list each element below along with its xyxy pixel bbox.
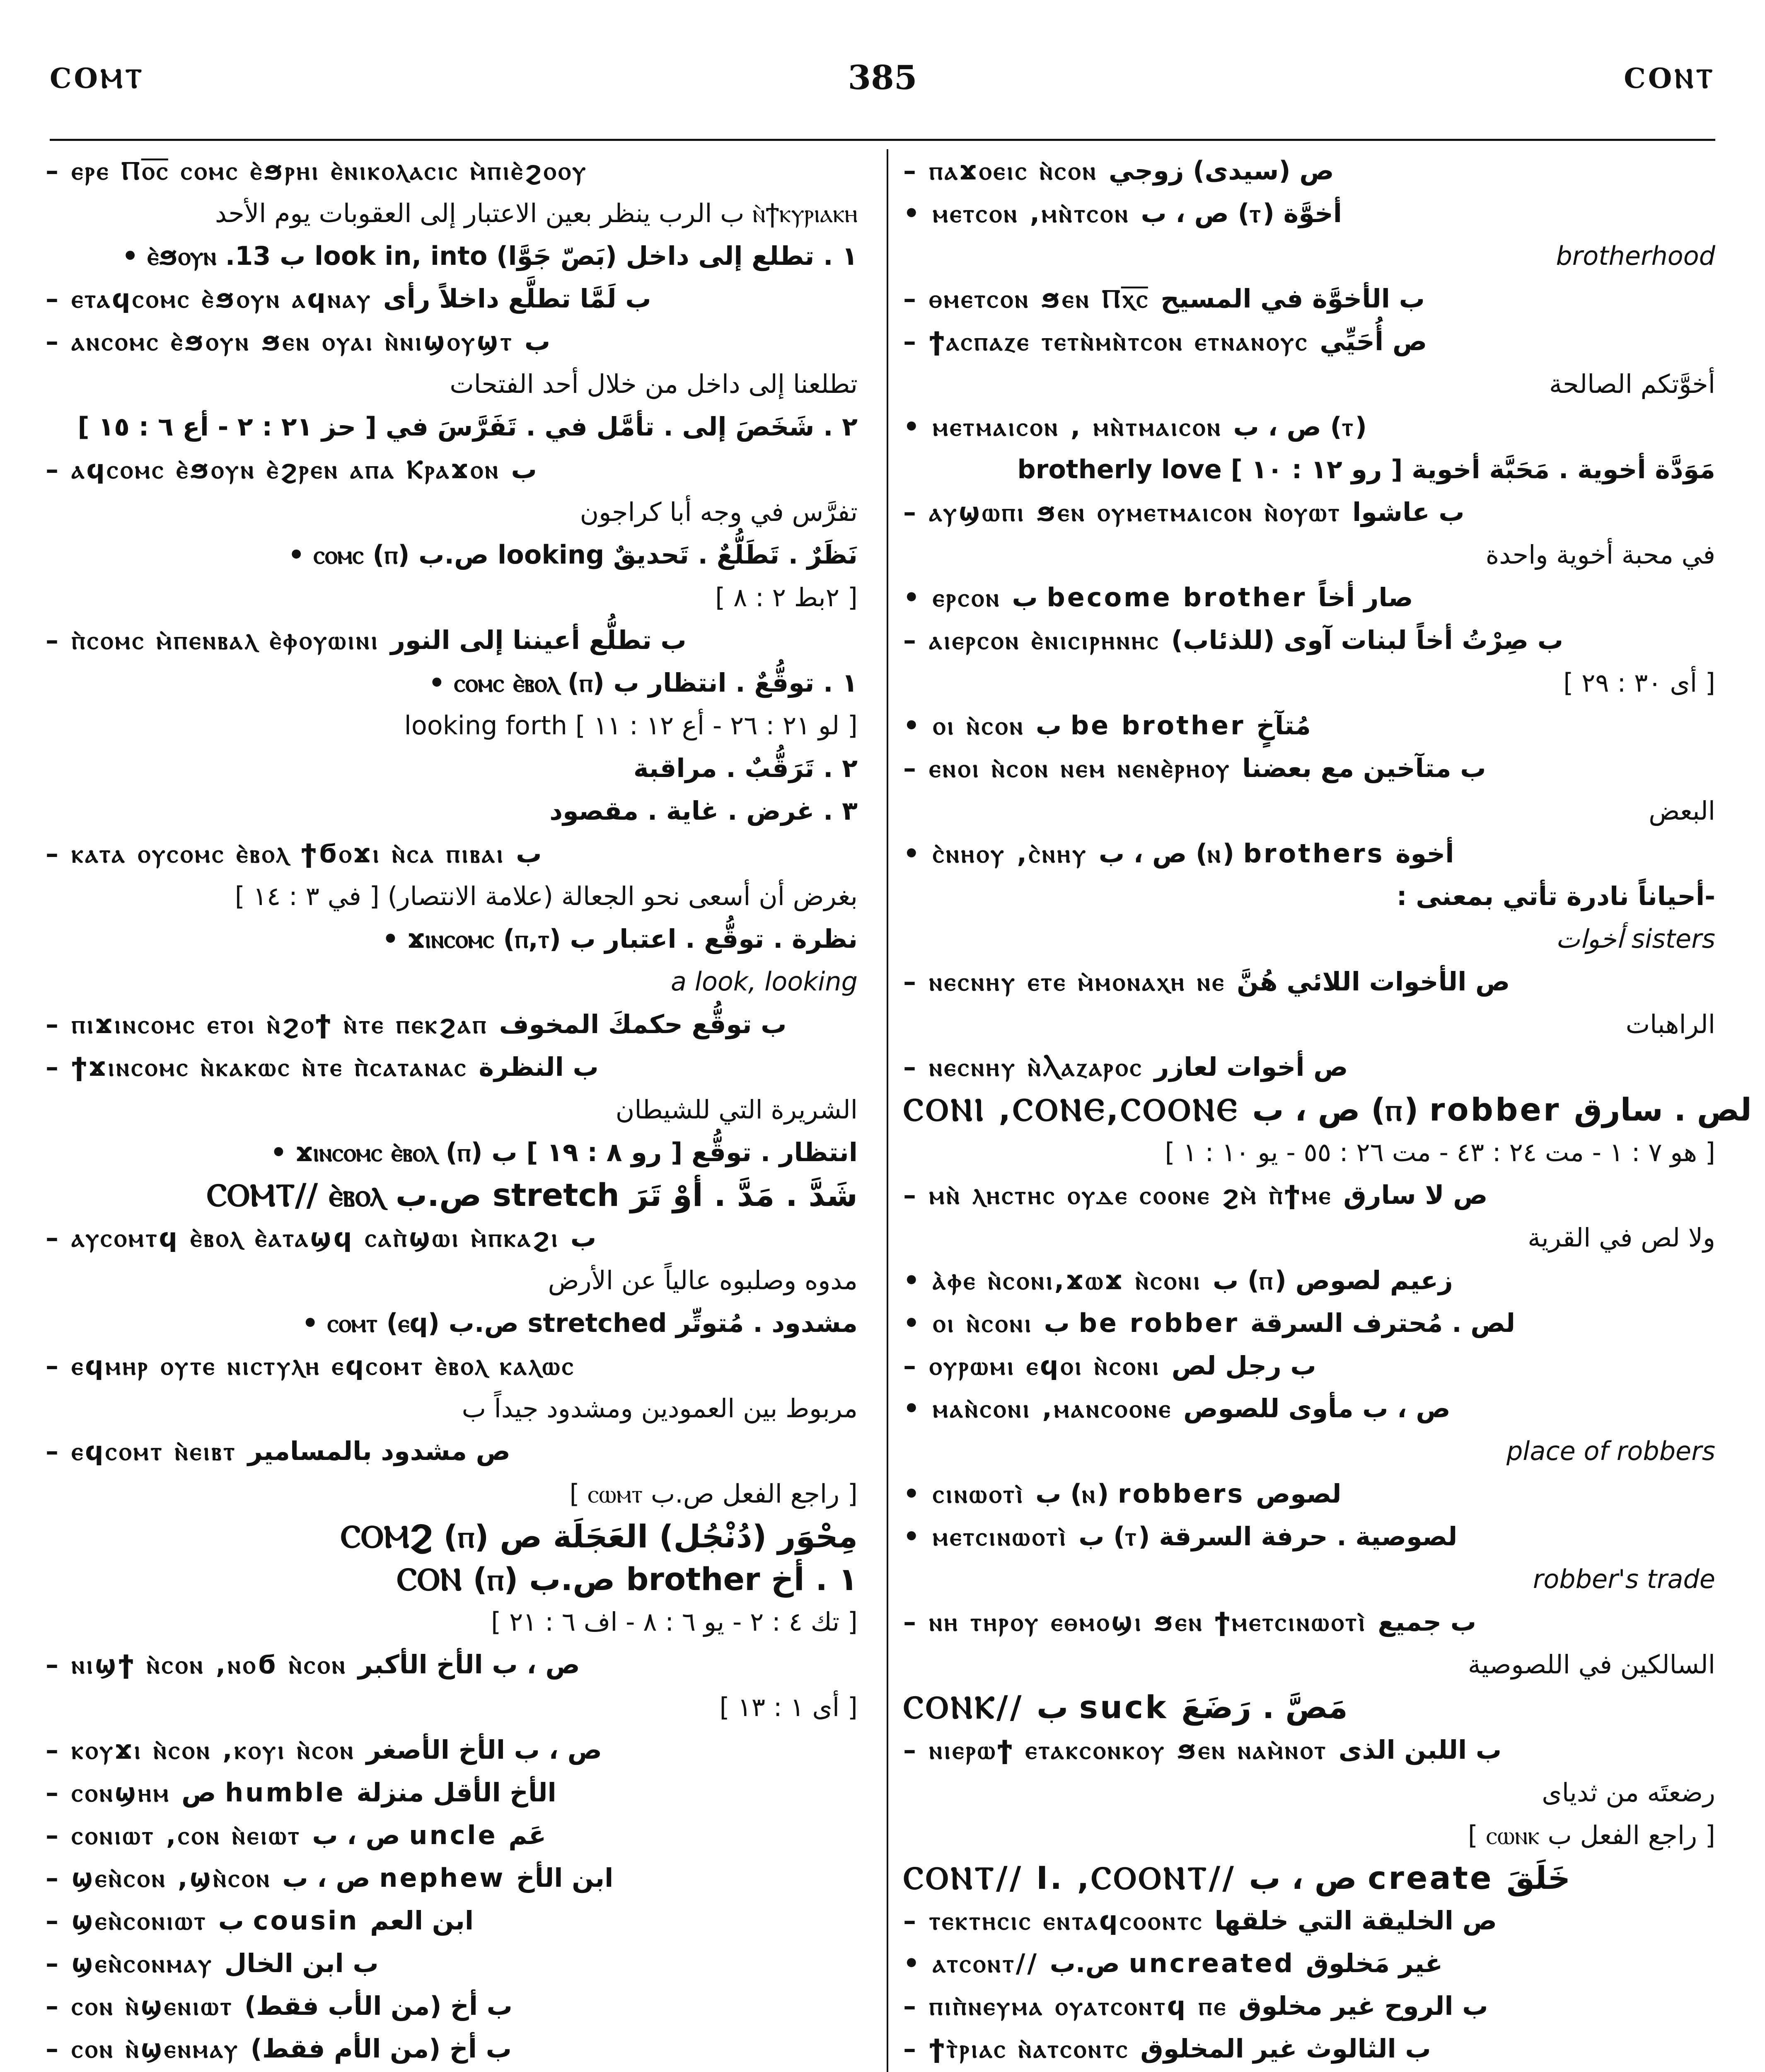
entry-line: انتظار . توقُّع [ رو ٨ : ١٩ ] ب (ⲡ) ϫⲓⲛⲥⲟⲙⲥ ⲉ̀ⲃⲟⲗ • xyxy=(270,1137,858,1167)
entry-line: a look, looking xyxy=(671,966,858,997)
entry-line: تطلعنا إلى داخل من خلال أحد الفتحات xyxy=(450,369,858,399)
entry-line: [ أى ٣٠ : ٢٩ ] xyxy=(1563,668,1715,698)
entry-line: – ⲉⲛⲟⲓ ⲛ̀ⲥⲟⲛ ⲛⲉⲙ ⲛⲉⲛⲉ̀ⲣⲏⲟⲩ ب متآخين مع بعضنا xyxy=(903,753,1486,783)
entry-line: – ⲡ̀ⲥⲟⲙⲥ ⲙ̀ⲡⲉⲛⲃⲁⲗ ⲉ̀ⲫⲟⲩⲱⲓⲛⲓ ب تطلُّع أعيننا إلى النور xyxy=(46,625,687,655)
entry-line: [ راجع الفعل ص.ب ⲥⲱⲙⲧ ] xyxy=(569,1479,858,1509)
entry-line: – ⲟⲩⲣⲱⲙⲓ ⲉϥⲟⲓ ⲛ̀ⲥⲟⲛⲓ ب رجل لص xyxy=(903,1351,1316,1381)
entry-line: [ لو ٢١ : ٢٦ - أع ١٢ : ١١ ] looking forth xyxy=(404,710,858,741)
entry-line: ٢ . شَخَصَ إلى . تأمَّل في . تَفَرَّسَ في [ حز ٢١ : ٢ - أع ٦ : ١٥ ] xyxy=(77,411,858,442)
left-column xyxy=(46,149,858,2072)
entry-line: brotherhood xyxy=(1556,241,1715,271)
entry-line: نظرة . توقُّع . اعتبار ب (ⲡ,ⲧ) ϫⲓⲛⲥⲟⲙⲥ • xyxy=(382,924,858,954)
entry-line: – ⲡⲓⲡ̀ⲛⲉⲩⲙⲁ ⲟⲩⲁⲧⲥⲟⲛⲧϥ ⲡⲉ ب الروح غير مخلوق xyxy=(903,1991,1488,2021)
entry-line: – ⲥⲟⲛ ⲛ̀ϣⲉⲛⲓⲱⲧ ب أخ (من الأب فقط) xyxy=(46,1991,513,2021)
entry-line: – ⲥⲟⲛⲓⲱⲧ ,ⲥⲟⲛ ⲛ̀ⲉⲓⲱⲧ ص ، ب uncle عَم xyxy=(46,1820,546,1850)
entry-line: مَوَدَّة أخوية . مَحَبَّة أخوية [ رو ١٢ : ١٠ ] brotherly love xyxy=(1017,454,1715,484)
entry-line: • ⲉⲣⲥⲟⲛ ب become brother صار أخاً xyxy=(903,582,1413,612)
entry-line: place of robbers xyxy=(1506,1436,1715,1466)
entry-line: [ راجع الفعل ب ⲥⲱⲛⲕ ] xyxy=(1468,1820,1715,1850)
page-number: 385 xyxy=(848,58,917,97)
entry-line: السالكين في اللصوصية xyxy=(1468,1649,1715,1680)
entry-line: في محبة أخوية واحدة xyxy=(1485,540,1715,570)
header-rule xyxy=(50,139,1715,141)
entry-line: – ⲁⲩϣⲱⲡⲓ ϧⲉⲛ ⲟⲩⲙⲉⲧⲙⲁⲓⲥⲟⲛ ⲛ̀ⲟⲩⲱⲧ ب عاشوا xyxy=(903,497,1465,527)
entry-line: ⲛ̀ϯⲕⲩⲣⲓⲁⲕⲏ ب الرب ينظر بعين الاعتبار إلى العقوبات يوم الأحد xyxy=(215,198,858,228)
entry-line: ٣ . غرض . غاية . مقصود xyxy=(549,796,858,826)
entry-line: – ⲁⲩⲥⲟⲙⲧϥ ⲉ̀ⲃⲟⲗ ⲉ̀ⲁⲧⲁϣϥ ⲥⲁⲡ̀ϣⲱⲓ ⲙ̀ⲡⲕⲁϩⲓ ب xyxy=(46,1222,597,1253)
entry-line xyxy=(903,2070,1715,2072)
entry-line: [ ٢بط ٢ : ٨ ] xyxy=(715,582,858,612)
entry-line xyxy=(46,2070,858,2072)
entry-line: ١ . أخ brother ص.ب (ⲡ) ⲤⲞⲚ xyxy=(397,1561,858,1598)
entry-line: – ϯϫⲓⲛⲥⲟⲙⲥ ⲛ̀ⲕⲁⲕⲱⲥ ⲛ̀ⲧⲉ ⲡ̀ⲥⲁⲧⲁⲛⲁⲥ ب النظرة xyxy=(46,1052,599,1082)
entry-line: • ⲟⲓ ⲛ̀ⲥⲟⲛ ب be brother مُتآخٍ xyxy=(903,710,1311,741)
entry-line: بغرض أن أسعى نحو الجعالة (علامة الانتصار) [ في ٣ : ١٤ ] xyxy=(235,881,858,911)
entry-line: رضعتَه من ثدياى xyxy=(1542,1777,1715,1808)
entry-line: [ تك ٤ : ٢ - يو ٦ : ٨ - اف ٦ : ٢١ ] xyxy=(491,1607,858,1637)
entry-line: • ⲥ̀ⲛⲏⲟⲩ ,ⲥ̀ⲛⲏⲩ ص ، ب (ⲛ) brothers أخوة xyxy=(903,838,1454,869)
entry-line: مربوط بين العمودين ومشدود جيداً ب xyxy=(462,1393,858,1423)
entry-line: – ⲥⲟⲛϣⲏⲙ ص humble الأخ الأقل منزلة xyxy=(46,1777,556,1808)
entry-line: ١ . توقُّعٌ . انتظار ب (ⲡ) ⲥⲟⲙⲥ ⲉ̀ⲃⲟⲗ • xyxy=(428,668,858,698)
entry-line: – ⲛⲓⲉⲣⲱϯ ⲉⲧⲁⲕⲥⲟⲛⲕⲟⲩ ϧⲉⲛ ⲛⲁⲙ̀ⲛⲟⲧ ب اللبن الذى xyxy=(903,1735,1502,1765)
entry-line: – ⲑⲙⲉⲧⲥⲟⲛ ϧⲉⲛ Ⲡⲭ̅ⲥ̅ ب الأخوَّة في المسيح xyxy=(903,283,1425,314)
entry-line: – ⲁⲛⲥⲟⲙⲥ ⲉ̀ϧⲟⲩⲛ ϧⲉⲛ ⲟⲩⲁⲓ ⲛ̀ⲛⲓϣⲟⲩϣⲧ ب xyxy=(46,326,551,356)
entry-line: تفرَّس في وجه أبا كراجون xyxy=(580,497,858,527)
entry-line: – ⲛⲉⲥⲛⲏⲩ ⲛ̀Ⲗⲁⲍⲁⲣⲟⲥ ص أخوات لعازر xyxy=(903,1052,1348,1082)
entry-line: – ϯⲧ̀ⲣⲓⲁⲥ ⲛ̀ⲁⲧⲥⲟⲛⲧⲥ ب الثالوث غير المخلوق xyxy=(903,2033,1431,2064)
entry-line: الشريرة التي للشيطان xyxy=(615,1094,858,1125)
entry-line: • ⲥⲓⲛⲱⲟⲧⲓ̀ ب (ⲛ) robbers لصوص xyxy=(903,1479,1342,1509)
entry-line: • ⲟⲓ ⲛ̀ⲥⲟⲛⲓ ب be robber لص . مُحترف السرقة xyxy=(903,1308,1516,1338)
entry-line: – ⲉϥⲙⲏⲣ ⲟⲩⲧⲉ ⲛⲓⲥⲧⲩⲗⲏ ⲉϥⲥⲟⲙⲧ ⲉ̀ⲃⲟⲗ ⲕⲁⲗⲱⲥ xyxy=(46,1351,575,1381)
entry-line: • ⲁ̀ⲫⲉ ⲛ̀ⲥⲟⲛⲓ,ϫⲱϫ ⲛ̀ⲥⲟⲛⲓ ب (ⲡ) زعيم لصوص xyxy=(903,1265,1453,1295)
entry-line: • ⲁⲧⲥⲟⲛⲧ// ص.ب uncreated غير مَخلوق xyxy=(903,1948,1443,1978)
right-column xyxy=(903,149,1752,2072)
entry-line: sisters أخوات xyxy=(1556,924,1715,954)
entry-line: • ⲙⲁⲛ̀ⲥⲟⲛⲓ ,ⲙⲁⲛⲥⲟⲟⲛⲉ ص ، ب مأوى للصوص xyxy=(903,1393,1451,1423)
entry-line: – ⲙⲛ̀ ⲗⲏⲥⲧⲏⲥ ⲟⲩⲇⲉ ⲥⲟⲟⲛⲉ ϩⲙ̀ ⲡ̀ϯⲙⲉ ص لا سارق xyxy=(903,1180,1488,1210)
entry-line: ⲤⲞⲚⲒ ,ⲤⲞⲚⲈ,ⲤⲞⲞⲚⲈ ص ، ب (ⲡ) robber لص . سارق xyxy=(903,1091,1752,1128)
entry-line: أخوَّتكم الصالحة xyxy=(1549,369,1715,399)
entry-line: الراهبات xyxy=(1625,1009,1715,1039)
entry-line: نَظَرٌ . تَطَلُّعٌ . تَحديقٌ looking ص.ب (ⲡ) ⲥⲟⲙⲥ • xyxy=(288,540,858,570)
entry-line: – ⲧⲉⲕⲧⲏⲥⲓⲥ ⲉⲛⲧⲁϥⲥⲟⲟⲛⲧⲥ ص الخليقة التي خلقها xyxy=(903,1905,1497,1936)
entry-line: مِحْوَر (دُنْجُل) العَجَلَة ص (ⲡ) ⲤⲞⲘϨ xyxy=(340,1518,858,1555)
entry-line: – ⲁⲓⲉⲣⲥⲟⲛ ⲉ̀ⲛⲓⲥⲓⲣⲏⲛⲏⲥ ب صِرْتُ أخاً لبنات آوى (للذئاب) xyxy=(903,625,1563,655)
entry-line: – ⲉⲧⲁϥⲥⲟⲙⲥ ⲉ̀ϧⲟⲩⲛ ⲁϥⲛⲁⲩ ب لَمَّا تطلَّع داخلاً رأى xyxy=(46,283,651,314)
entry-line: ١ . تطلع إلى داخل (بَصّ جَوَّا) look in, into ب 13. ⲉ̀ϧⲟⲩⲛ • xyxy=(122,241,858,271)
entry-line: – ⲉϥⲥⲟⲙⲧ ⲛ̀ⲉⲓⲃⲧ ص مشدود بالمسامير xyxy=(46,1436,510,1466)
running-head-right: COⲚⲦ xyxy=(1624,62,1715,94)
entry-line: – ⲁϥⲥⲟⲙⲥ ⲉ̀ϧⲟⲩⲛ ⲉ̀ϩⲣⲉⲛ ⲁⲡⲁ Ⲕⲣⲁϫⲟⲛ ب xyxy=(46,454,537,484)
running-head-left: COⲘⲦ xyxy=(50,62,145,94)
entry-line: – ⲛⲏ ⲧⲏⲣⲟⲩ ⲉⲑⲙⲟϣⲓ ϧⲉⲛ ϯⲙⲉⲧⲥⲓⲛⲱⲟⲧⲓ̀ ب جميع xyxy=(903,1607,1477,1637)
entry-line: – ⲛⲓϣϯ ⲛ̀ⲥⲟⲛ ,ⲛⲟϭ ⲛ̀ⲥⲟⲛ ص ، ب الأخ الأكبر xyxy=(46,1649,580,1680)
entry-line: robber's trade xyxy=(1533,1564,1715,1594)
entry-line: – ϯⲁⲥⲡⲁⲍⲉ ⲧⲉⲧⲛ̀ⲙⲛ̀ⲧⲥⲟⲛ ⲉⲧⲛⲁⲛⲟⲩⲥ ص أُحَيِّي xyxy=(903,326,1427,356)
entry-line: • ⲙⲉⲧⲙⲁⲓⲥⲟⲛ , ⲙⲛ̀ⲧⲙⲁⲓⲥⲟⲛ ص ، ب (ⲧ) xyxy=(903,411,1367,442)
entry-line: مشدود . مُتوتِّر stretched ص.ب (ⲉϥ) ⲥⲟⲙⲧ • xyxy=(302,1308,858,1338)
entry-line: – ϣⲉⲛ̀ⲥⲟⲛⲙⲁⲩ ب ابن الخال xyxy=(46,1948,379,1978)
entry-line: – ⲛⲉⲥⲛⲏⲩ ⲉⲧⲉ ⲙ̀ⲙⲟⲛⲁⲭⲏ ⲛⲉ ص الأخوات اللائي هُنَّ xyxy=(903,966,1510,997)
entry-line: • ⲙⲉⲧⲥⲓⲛⲱⲟⲧⲓ̀ ب (ⲧ) لصوصية . حرفة السرقة xyxy=(903,1521,1458,1552)
entry-line: – ϣⲉⲛ̀ⲥⲟⲛ ,ϣⲛ̀ⲥⲟⲛ ص ، ب nephew ابن الأخ xyxy=(46,1863,614,1893)
entry-line: – ⲡⲁϫⲟⲉⲓⲥ ⲛ̀ⲥⲟⲛ ص (سيدى) زوجي xyxy=(903,155,1334,186)
entry-line: • ⲙⲉⲧⲥⲟⲛ ,ⲙⲛ̀ⲧⲥⲟⲛ ص ، ب (ⲧ) أخوَّة xyxy=(903,198,1342,228)
entry-line: [ هو ٧ : ١ - مت ٢٤ : ٤٣ - مت ٢٦ : ٥٥ - يو ١٠ : ١ ] xyxy=(1165,1137,1715,1167)
entry-line: – ⲥⲟⲛ ⲛ̀ϣⲉⲛⲙⲁⲩ ب أخ (من الأم فقط) xyxy=(46,2033,512,2064)
entry-line: ⲤⲞⲚⲦ// I. ,ⲤⲞⲞⲚⲦ// ص ، ب create خَلَقَ xyxy=(903,1859,1571,1896)
entry-line: -أحياناً نادرة تأتي بمعنى : xyxy=(1396,881,1715,911)
entry-line: ٢ . تَرَقُّبٌ . مراقبة xyxy=(633,753,858,783)
entry-line: مدوه وصلبوه عالياً عن الأرض xyxy=(548,1265,858,1295)
entry-line: شَدَّ . مَدَّ . أوْ تَرَ stretch ص.ب ⲤⲞⲘⲦ// ⲉ̀ⲃⲟⲗ xyxy=(206,1176,858,1213)
entry-line: – ⲕⲁⲧⲁ ⲟⲩⲥⲟⲙⲥ ⲉ̀ⲃⲟⲗ ϯϭⲟϫⲓ ⲛ̀ⲥⲁ ⲡⲓⲃⲁⲓ ب xyxy=(46,838,542,869)
entry-line: [ أى ١ : ١٣ ] xyxy=(719,1692,858,1722)
entry-line: البعض xyxy=(1649,796,1715,826)
entry-line: – ϣⲉⲛ̀ⲥⲟⲛⲓⲱⲧ ب cousin ابن العم xyxy=(46,1905,474,1936)
entry-line: – ⲕⲟⲩϫⲓ ⲛ̀ⲥⲟⲛ ,ⲕⲟⲩⲓ ⲛ̀ⲥⲟⲛ ص ، ب الأخ الأصغر xyxy=(46,1735,602,1765)
entry-line: ⲤⲞⲚⲔ// ب suck مَصَّ . رَضَعَ xyxy=(903,1689,1348,1726)
entry-line: – ⲉⲣⲉ Ⲡⲟ̅ⲥ̅ ⲥⲟⲙⲥ ⲉ̀ϧⲣⲏⲓ ⲉ̀ⲛⲓⲕⲟⲗⲁⲥⲓⲥ ⲙ̀ⲡⲓⲉ̀ϩⲟⲟⲩ xyxy=(46,155,588,186)
entry-line: – ⲡⲓϫⲓⲛⲥⲟⲙⲥ ⲉⲧⲟⲓ ⲛ̀ϩⲟϯ ⲛ̀ⲧⲉ ⲡⲉⲕϩⲁⲡ ب توقُّع حكمكَ المخوف xyxy=(46,1009,787,1039)
column-divider xyxy=(887,149,888,2072)
entry-line: ولا لص في القرية xyxy=(1528,1222,1715,1253)
